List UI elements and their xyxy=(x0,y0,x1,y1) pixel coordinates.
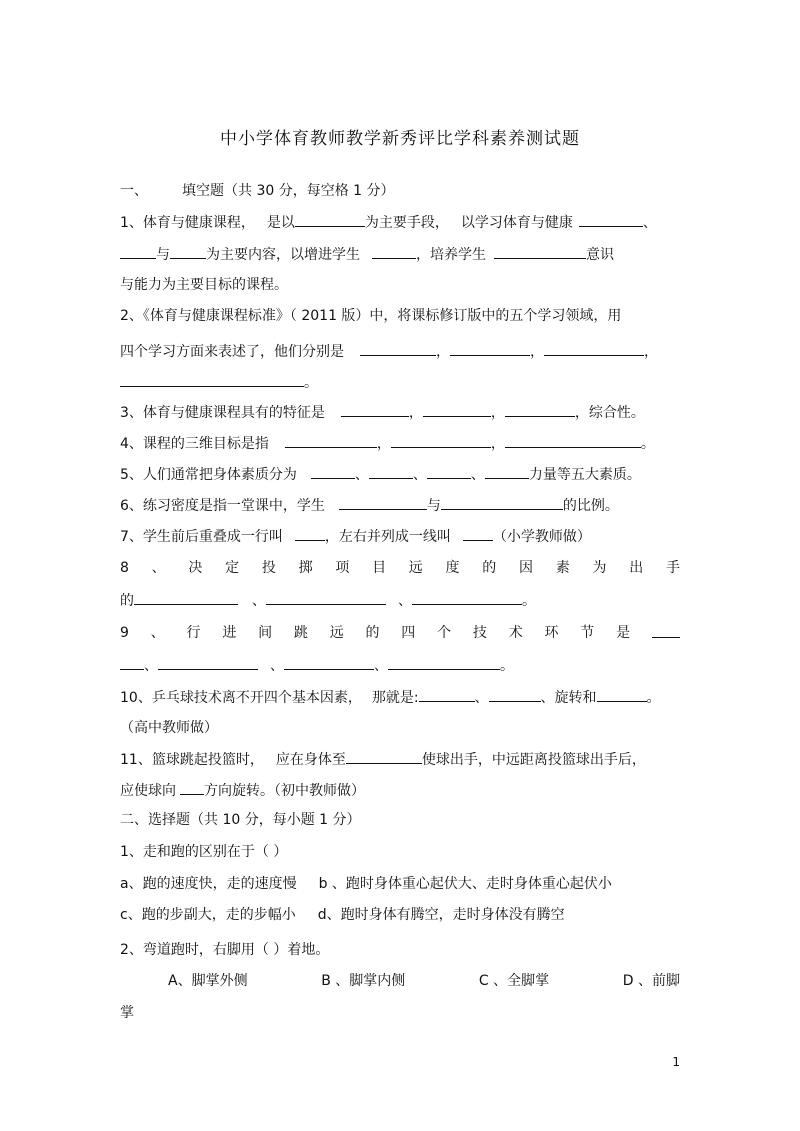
question-9-line-2 xyxy=(120,655,680,676)
q1-text: 是以 xyxy=(266,215,295,231)
answer-blank[interactable] xyxy=(180,780,204,795)
answer-blank[interactable] xyxy=(485,464,529,479)
q8-char: 为 xyxy=(592,560,607,576)
answer-blank[interactable] xyxy=(120,372,304,387)
section1-heading xyxy=(120,181,680,201)
question-5 xyxy=(120,464,680,485)
q9-char: 、 xyxy=(150,625,165,641)
answer-blank[interactable] xyxy=(311,464,355,479)
section2-heading: 二、选择题（共 10 分，每小题 1 分） xyxy=(120,812,361,828)
q1-text: 1、体育与健康课程， xyxy=(120,215,255,231)
q8-text: 的 xyxy=(120,593,134,609)
q9-char: 技 xyxy=(472,625,487,641)
q9-char: 跳 xyxy=(293,625,308,641)
q4-text: 4、课程的三维目标是指 xyxy=(120,436,269,452)
q3-end: ，综合性。 xyxy=(574,405,645,421)
question-2-line-2 xyxy=(120,341,680,362)
q6-text: 6、练习密度是指一堂课中，学生 xyxy=(120,498,325,514)
answer-blank[interactable] xyxy=(295,212,365,227)
q8-sep: 、 xyxy=(398,593,412,609)
answer-blank[interactable] xyxy=(346,749,422,764)
answer-blank[interactable] xyxy=(120,655,144,670)
answer-blank[interactable] xyxy=(284,655,374,670)
q4-sep: ， xyxy=(490,436,505,452)
q8-char: 因 xyxy=(519,560,533,576)
q8-char: 、 xyxy=(151,560,166,576)
q8-char: 8 xyxy=(120,560,129,576)
choice-2-stem: 2、弯道跑时，右脚用（ ）着地。 xyxy=(120,942,330,958)
q7-text: 7、学生前后重叠成一行叫 xyxy=(120,529,283,545)
q8-char: 决 xyxy=(188,560,203,576)
q6-end: 的比例。 xyxy=(562,498,619,514)
q7-text: ，左右并列成一线叫 xyxy=(324,529,451,545)
answer-blank[interactable] xyxy=(285,433,377,448)
q1-text: 意识 xyxy=(586,247,614,263)
q11-text: 应使球向 xyxy=(120,783,176,799)
answer-blank[interactable] xyxy=(170,244,206,259)
answer-blank[interactable] xyxy=(360,341,436,356)
answer-blank[interactable] xyxy=(295,526,325,541)
choice-1-option-a[interactable]: a、跑的速度快，走的速度慢 xyxy=(120,876,297,892)
answer-blank[interactable] xyxy=(391,433,491,448)
q1-text: 为主要内容，以增进学生 xyxy=(206,247,360,263)
answer-blank[interactable] xyxy=(597,687,647,702)
question-11-line-2 xyxy=(120,780,680,801)
answer-blank[interactable] xyxy=(372,244,416,259)
q5-end: 力量等五大素质。 xyxy=(528,467,641,483)
q9-char: 节 xyxy=(580,625,595,641)
q1-text: 、 xyxy=(642,215,657,231)
question-4 xyxy=(120,433,680,454)
answer-blank[interactable] xyxy=(463,526,493,541)
question-2-line-1: 2、《体育与健康课程标准》（ 2011 版）中，将课标修订版中的五个学习领域，用 xyxy=(120,308,622,324)
q2-sep: ， xyxy=(530,344,544,360)
q9-char: 个 xyxy=(437,625,452,641)
q3-sep: ， xyxy=(408,405,423,421)
question-6 xyxy=(120,495,680,516)
q8-char: 项 xyxy=(335,560,350,576)
q9-char: 的 xyxy=(365,625,380,641)
answer-blank[interactable] xyxy=(120,244,156,259)
q9-char: 行 xyxy=(186,625,201,641)
choice-1-stem: 1、走和跑的区别在于（ ） xyxy=(120,844,288,860)
q9-char: 间 xyxy=(258,625,273,641)
q7-end: （小学教师做） xyxy=(492,529,591,545)
page-title: 中小学体育教师教学新秀评比学科素养测试题 xyxy=(220,129,580,149)
choice-2-option-a[interactable]: A、脚掌外侧 xyxy=(168,973,248,989)
q1-text: 以学习体育与健康 xyxy=(460,215,573,231)
q1-text: 与 xyxy=(156,247,170,263)
choice-2-option-d[interactable]: D 、前脚 xyxy=(622,973,680,989)
question-1-line-1 xyxy=(120,212,680,233)
answer-blank[interactable] xyxy=(134,590,238,605)
q1-text: ，培养学生 xyxy=(416,247,486,263)
q10-text: 10、乒乓球技术离不开四个基本因素， xyxy=(120,690,362,706)
answer-blank[interactable] xyxy=(388,655,500,670)
q9-end: 。 xyxy=(500,658,514,674)
q10-text: 那就是: xyxy=(371,690,419,706)
q8-sep: 、 xyxy=(252,593,266,609)
q4-sep: ， xyxy=(376,436,391,452)
question-8-line-1 xyxy=(120,558,680,578)
q8-char: 的 xyxy=(482,560,497,576)
answer-blank[interactable] xyxy=(341,402,409,417)
q9-char: 9 xyxy=(120,625,129,641)
q6-text: 与 xyxy=(426,498,441,514)
q2-text: 四个学习方面来表述了，他们分别是 xyxy=(120,344,344,360)
q2-sep: ， xyxy=(436,344,450,360)
q11-text: 使球出手，中远距离投篮球出手后， xyxy=(421,752,646,768)
q8-char: 掷 xyxy=(298,560,313,576)
choice-1-options-row-1 xyxy=(120,874,680,894)
answer-blank[interactable] xyxy=(266,590,386,605)
q8-char: 出 xyxy=(629,560,644,576)
answer-blank[interactable] xyxy=(412,590,522,605)
q8-char: 度 xyxy=(445,560,460,576)
q10-end: 。 xyxy=(646,690,661,706)
answer-blank[interactable] xyxy=(427,464,471,479)
q2-end: 。 xyxy=(304,375,318,391)
answer-blank[interactable] xyxy=(505,402,575,417)
question-11-line-1 xyxy=(120,749,680,770)
question-3 xyxy=(120,402,680,423)
q9-char: 四 xyxy=(401,625,416,641)
question-1-line-3: 与能力为主要目标的课程。 xyxy=(120,277,288,293)
q10-text: 、旋转和 xyxy=(540,690,597,706)
q9-char: 术 xyxy=(508,625,523,641)
answer-blank[interactable] xyxy=(339,495,427,510)
answer-blank[interactable] xyxy=(158,655,258,670)
q8-char: 目 xyxy=(372,560,387,576)
choice-1-option-c[interactable]: c、跑的步副大，走的步幅小 xyxy=(120,907,296,923)
q9-char: 进 xyxy=(222,625,237,641)
q11-text: 应在身体至 xyxy=(275,752,346,768)
q3-sep: ， xyxy=(490,405,505,421)
q8-char: 素 xyxy=(555,560,570,576)
q1-text: 为主要手段， xyxy=(364,215,449,231)
q4-end: 。 xyxy=(640,436,655,452)
section1-number: 一、 xyxy=(120,183,148,199)
choice-1-option-b[interactable]: b 、跑时身体重心起伏大、走时身体重心起伏小 xyxy=(318,876,612,892)
choice-1-option-d[interactable]: d、跑时身体有腾空，走时身体没有腾空 xyxy=(317,907,565,923)
answer-blank[interactable] xyxy=(494,244,586,259)
choice-2-option-d-wrap: 掌 xyxy=(120,1005,134,1021)
choice-2-option-b[interactable]: B 、脚掌内侧 xyxy=(321,973,406,989)
answer-blank[interactable] xyxy=(450,341,530,356)
q3-text: 3、体育与健康课程具有的特征是 xyxy=(120,405,325,421)
section1-text: 填空题（共 30 分，每空格 1 分） xyxy=(182,183,395,199)
question-8-line-2 xyxy=(120,590,680,611)
q5-text: 5、人们通常把身体素质分为 xyxy=(120,467,297,483)
question-1-line-2 xyxy=(120,244,680,265)
q8-char: 定 xyxy=(225,560,240,576)
q11-text: 11、篮球跳起投篮时， xyxy=(120,752,264,768)
question-2-line-3 xyxy=(120,372,680,393)
q9-sep: 、 xyxy=(144,658,158,674)
q9-sep: 、 xyxy=(374,658,388,674)
answer-blank[interactable] xyxy=(369,464,413,479)
q5-sep: 、 xyxy=(412,467,427,483)
question-9-line-1 xyxy=(120,623,680,643)
page-number: 1 xyxy=(672,1055,680,1069)
q5-sep: 、 xyxy=(470,467,485,483)
question-7 xyxy=(120,526,680,547)
q8-char: 投 xyxy=(261,560,276,576)
q9-char: 是 xyxy=(616,625,631,641)
q8-char: 远 xyxy=(408,560,423,576)
answer-blank[interactable] xyxy=(652,623,680,638)
q10-sep: 、 xyxy=(474,690,489,706)
answer-blank[interactable] xyxy=(441,495,563,510)
answer-blank[interactable] xyxy=(423,402,491,417)
answer-blank[interactable] xyxy=(419,687,475,702)
answer-blank[interactable] xyxy=(544,341,644,356)
q9-char: 环 xyxy=(544,625,559,641)
question-10-line-2: （高中教师做） xyxy=(120,720,218,736)
answer-blank[interactable] xyxy=(489,687,541,702)
q9-sep: 、 xyxy=(270,658,284,674)
q11-text: 方向旋转。（初中教师做） xyxy=(204,783,365,799)
q2-sep: ， xyxy=(644,344,658,360)
choice-2-options xyxy=(168,971,680,991)
choice-2-option-c[interactable]: C 、全脚掌 xyxy=(478,973,550,989)
q9-char: 远 xyxy=(329,625,344,641)
q5-sep: 、 xyxy=(354,467,369,483)
q8-char: 手 xyxy=(665,560,680,576)
question-10-line-1 xyxy=(120,687,680,708)
answer-blank[interactable] xyxy=(579,212,643,227)
answer-blank[interactable] xyxy=(505,433,641,448)
q8-end: 。 xyxy=(522,593,536,609)
choice-1-options-row-2 xyxy=(120,905,680,925)
